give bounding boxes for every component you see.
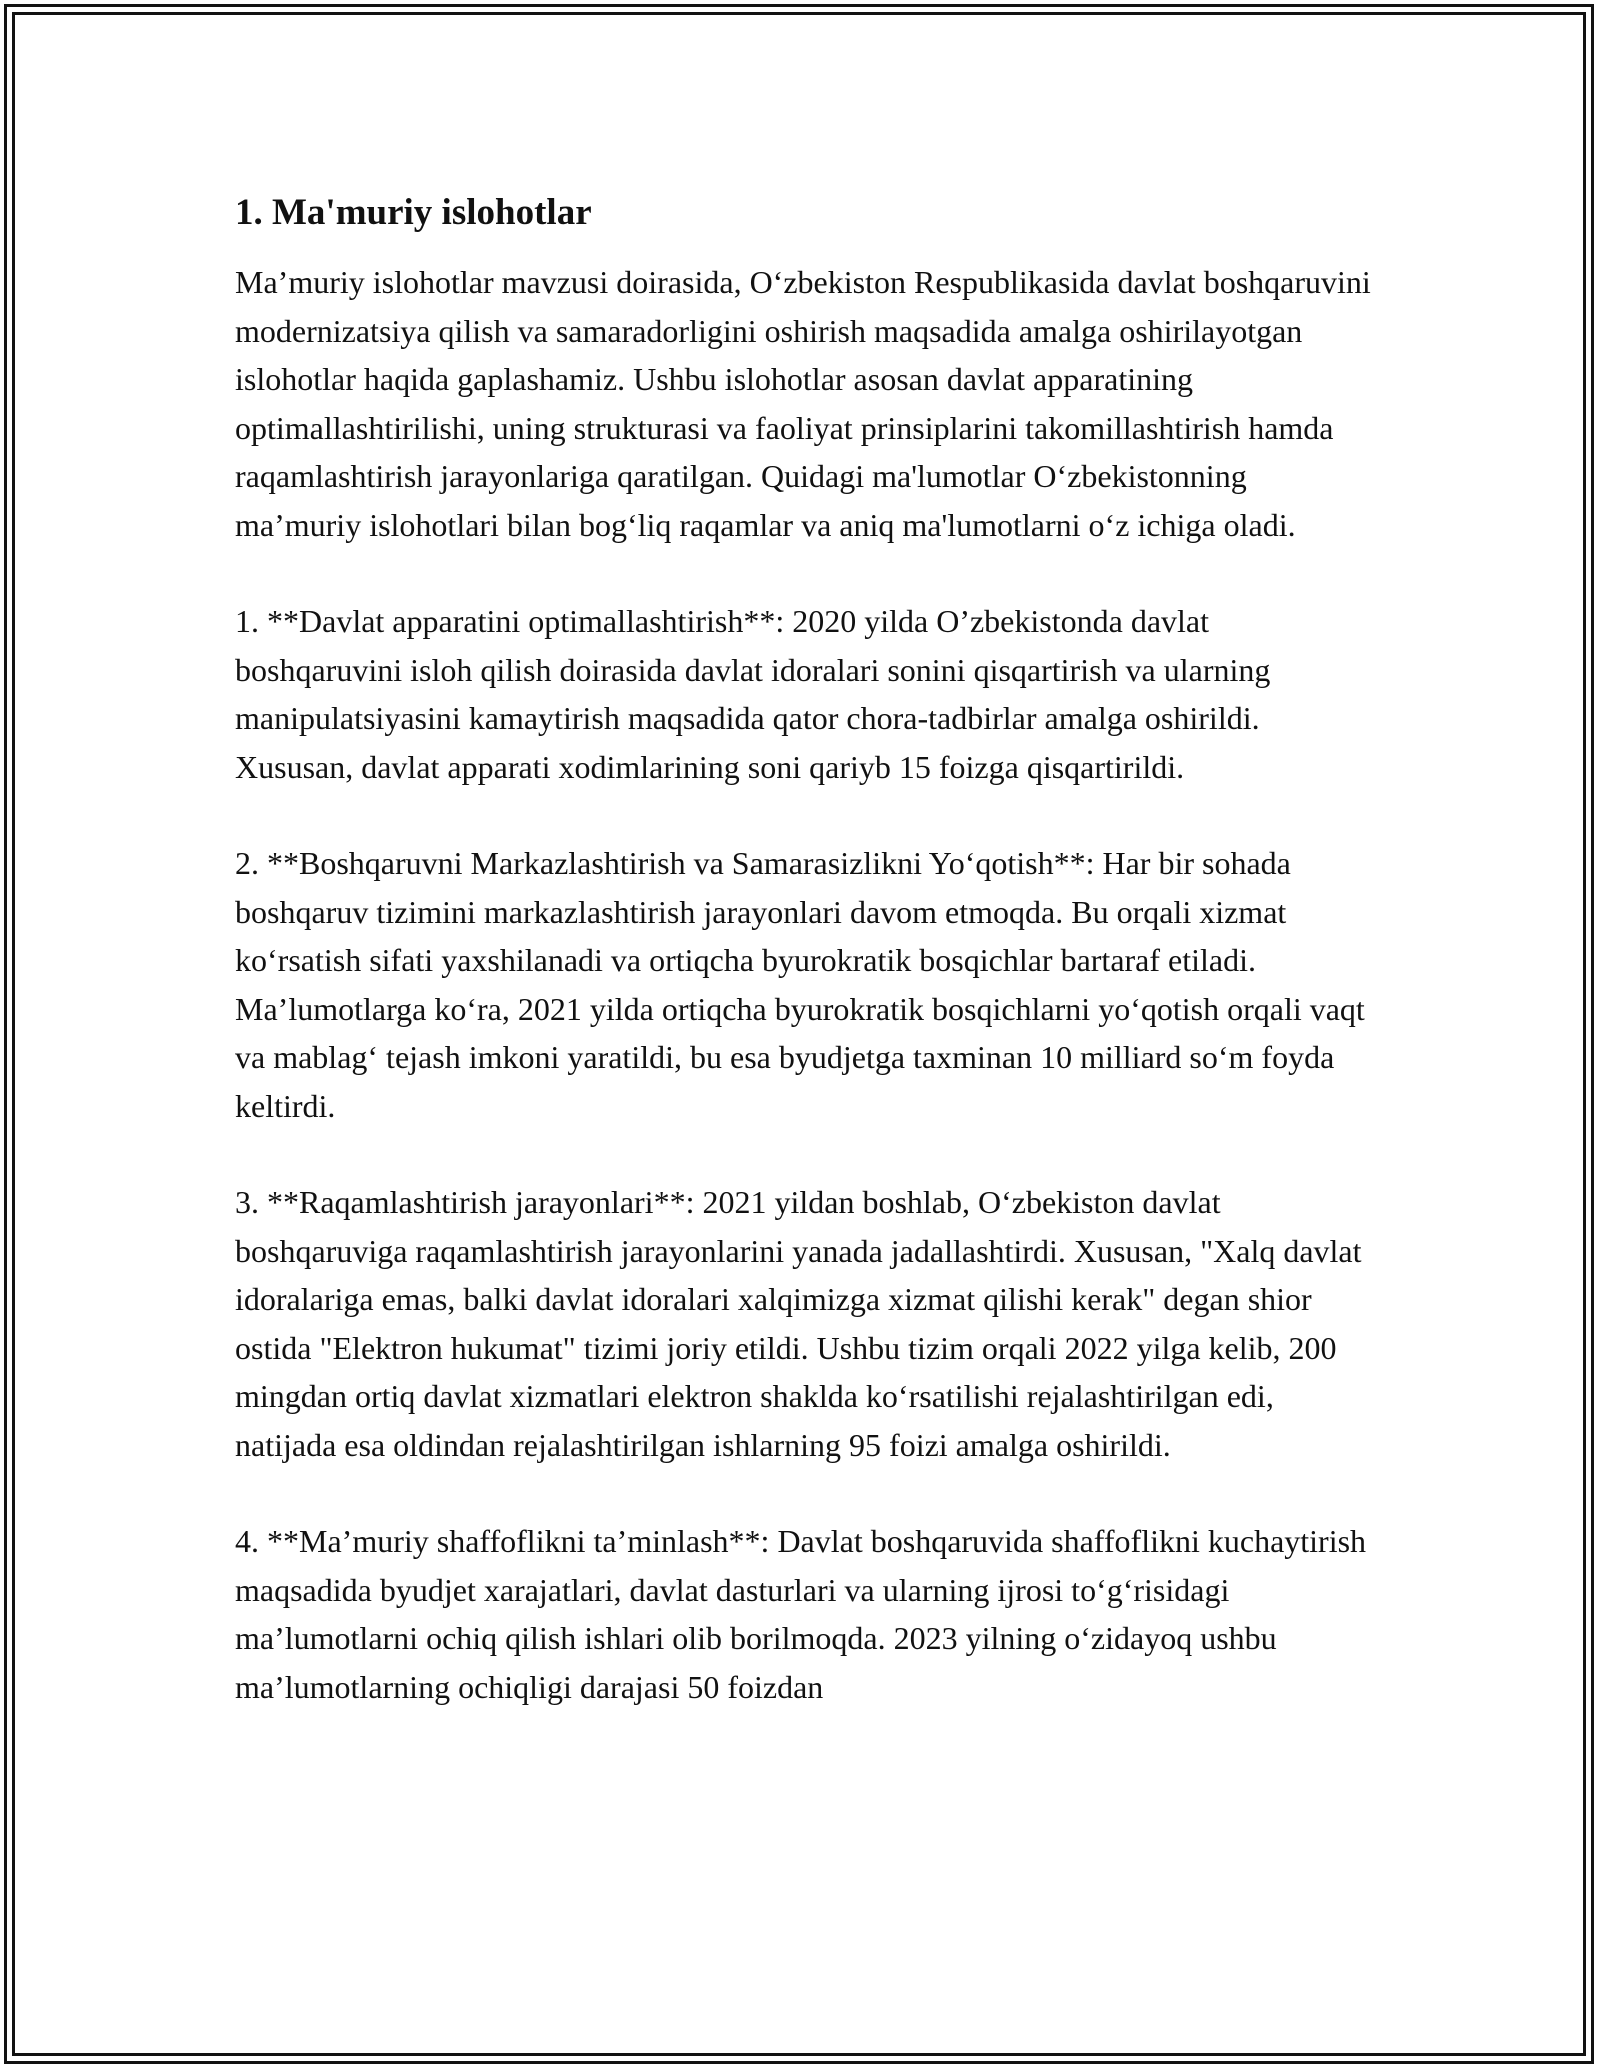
list-item-2: 2. **Boshqaruvni Markazlashtirish va Samarasizlikni Yo‘qotish**: Har bir sohada boshqaruv tizimini markazlashtirish jarayonlari davom etmoqda. Bu orqali xizmat ko‘rsatish sifati yaxshilanadi va ortiqcha byurokratik bosqichlar bartaraf etiladi. Ma’lumotlarga ko‘ra, 2021 yilda ortiqcha byurokratik bosqichlarni yo‘qotish orqali vaqt va mablag‘ tejash imkoni yaratildi, bu esa byudjetga taxminan 10 milliard so‘m foyda keltirdi. [235, 845, 1365, 1124]
intro-paragraph: Ma’muriy islohotlar mavzusi doirasida, O‘zbekiston Respublikasida davlat boshqaruvini modernizatsiya qilish va samaradorligini oshirish maqsadida amalga oshirilayotgan islohotlar haqida gaplashamiz. Ushbu islohotlar asosan davlat apparatining optimallashtirilishi, uning strukturasi va faoliyat prinsiplarini takomillashtirish hamda raqamlashtirish jarayonlariga qaratilgan. Quidagi ma'lumotlar O‘zbekistonning ma’muriy islohotlari bilan bog‘liq raqamlar va aniq ma'lumotlarni o‘z ichiga oladi. [235, 264, 1371, 543]
list-item-1: 1. **Davlat apparatini optimallashtirish**: 2020 yilda O’zbekistonda davlat boshqaruvini isloh qilish doirasida davlat idoralari sonini qisqartirish va ularning manipulatsiyasini kamaytirish maqsadida qator chora-tadbirlar amalga oshirildi. Xususan, davlat apparati xodimlarining soni qariyb 15 foizga qisqartirildi. [235, 603, 1271, 785]
list-item-3: 3. **Raqamlashtirish jarayonlari**: 2021 yildan boshlab, O‘zbekiston davlat boshqaruviga raqamlashtirish jarayonlarini yanada jadallashtirdi. Xususan, "Xalq davlat idoralariga emas, balki davlat idoralari xalqimizga xizmat qilishi kerak" degan shior ostida "Elektron hukumat" tizimi joriy etildi. Ushbu tizim orqali 2022 yilga kelib, 200 mingdan ortiq davlat xizmatlari elektron shaklda ko‘rsatilishi rejalashtirilgan edi, natijada esa oldindan rejalashtirilgan ishlarning 95 foizi amalga oshirildi. [235, 1184, 1362, 1463]
section-heading: 1. Ma'muriy islohotlar [235, 192, 592, 233]
list-item-4: 4. **Ma’muriy shaffoflikni ta’minlash**: Davlat boshqaruvida shaffoflikni kuchaytirish maqsadida byudjet xarajatlari, davlat dasturlari va ularning ijrosi to‘g‘risidagi ma’lumotlarni ochiq qilish ishlari olib borilmoqda. 2023 yilning o‘zidayoq ushbu ma’lumotlarning ochiqligi darajasi 50 foizdan [235, 1523, 1367, 1705]
document-body [235, 186, 1375, 1759]
